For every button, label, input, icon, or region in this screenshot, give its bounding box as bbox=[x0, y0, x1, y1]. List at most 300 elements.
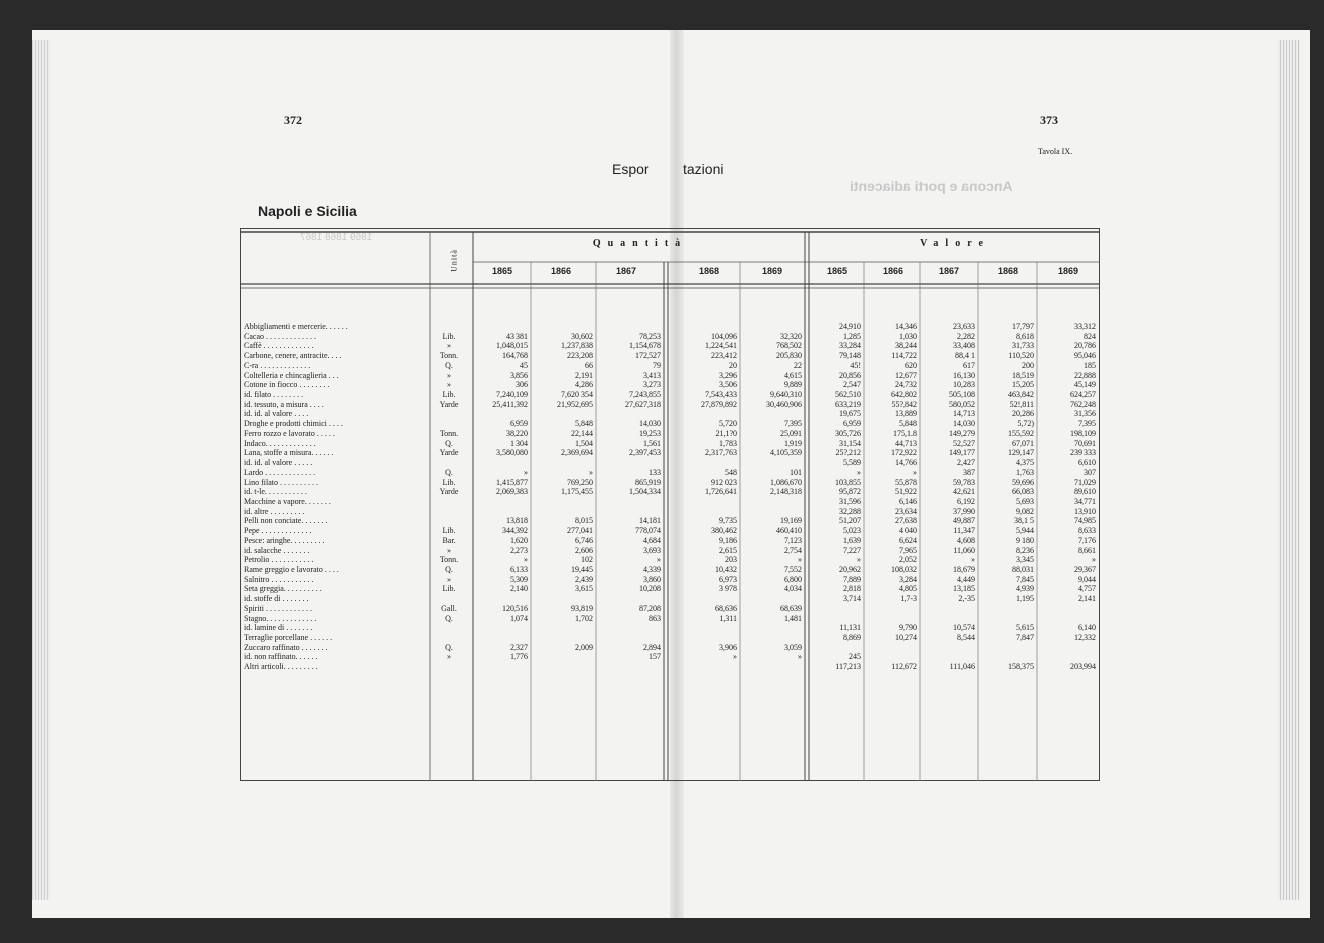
value-cell: 824 bbox=[1084, 331, 1096, 341]
value-cell: 12,677 bbox=[895, 370, 917, 380]
value-cell: 44,713 bbox=[895, 438, 917, 448]
value-cell: 245 bbox=[849, 652, 861, 662]
table-row bbox=[240, 487, 1100, 497]
quantity-cell: » bbox=[524, 555, 528, 565]
row-label: id. stoffe di . . . . . . . bbox=[244, 594, 309, 604]
row-label: Cotone in fiocco . . . . . . . . bbox=[244, 380, 330, 390]
quantity-cell: 22,144 bbox=[571, 428, 593, 438]
row-label: Pesce: aringhe. . . . . . . . . bbox=[244, 535, 325, 545]
quantity-cell: 4,286 bbox=[575, 380, 593, 390]
quantity-cell: 172,527 bbox=[635, 351, 661, 361]
value-cell: 18,679 bbox=[953, 565, 975, 574]
row-unit: » bbox=[447, 574, 451, 584]
quantity-cell: 4,034 bbox=[784, 584, 802, 594]
quantity-cell: » bbox=[733, 652, 737, 662]
quantity-cell: 1,074 bbox=[510, 613, 528, 623]
row-label: Caffè . . . . . . . . . . . . . bbox=[244, 341, 314, 351]
value-cell: 185 bbox=[1084, 360, 1096, 370]
quantity-cell: 1,620 bbox=[510, 535, 528, 545]
quantity-cell: 1,237,838 bbox=[561, 341, 593, 351]
value-cell: 117,213 bbox=[835, 662, 861, 672]
value-cell: 20,786 bbox=[1074, 341, 1096, 351]
table-row bbox=[240, 448, 1100, 458]
quantity-cell: 14,030 bbox=[639, 419, 661, 429]
row-label: Droghe e prodotti chimici . . . . bbox=[244, 419, 343, 429]
value-cell: 5,944 bbox=[1016, 526, 1034, 536]
value-cell: 29,367 bbox=[1074, 565, 1096, 574]
row-label: Cacao . . . . . . . . . . . . . bbox=[244, 331, 316, 341]
quantity-cell: 3,296 bbox=[719, 370, 737, 380]
value-cell: 2,427 bbox=[957, 458, 975, 468]
quantity-cell: 102 bbox=[581, 555, 593, 565]
table-row bbox=[240, 555, 1100, 565]
quantity-cell: 2,606 bbox=[575, 545, 593, 555]
value-cell: 11,347 bbox=[953, 526, 975, 536]
value-cell: 10,283 bbox=[953, 380, 975, 390]
value-cell: 1,639 bbox=[843, 535, 861, 545]
quantity-cell: 6,973 bbox=[719, 574, 737, 584]
value-cell: 7,847 bbox=[1016, 633, 1034, 643]
value-cell: 307 bbox=[1084, 467, 1096, 477]
value-cell: 463,842 bbox=[1008, 390, 1034, 400]
table-row bbox=[240, 371, 1100, 381]
value-cell: 34,771 bbox=[1074, 496, 1096, 506]
quantity-cell: 93,819 bbox=[571, 603, 593, 613]
quantity-cell: 6,133 bbox=[510, 565, 528, 574]
value-cell: 5,615 bbox=[1016, 623, 1034, 633]
value-cell: 45,149 bbox=[1074, 380, 1096, 390]
quantity-cell: 9,186 bbox=[719, 535, 737, 545]
value-cell: 5,023 bbox=[843, 526, 861, 536]
row-unit: » bbox=[447, 380, 451, 390]
value-cell: 3,714 bbox=[843, 594, 861, 604]
table-row bbox=[240, 468, 1100, 478]
value-cell: 52!,811 bbox=[1009, 399, 1034, 409]
quantity-cell: 223,412 bbox=[711, 351, 737, 361]
row-unit: » bbox=[447, 652, 451, 662]
value-cell: 5,589 bbox=[843, 458, 861, 468]
table-row bbox=[240, 351, 1100, 361]
row-label: id. filato . . . . . . . . bbox=[244, 390, 304, 400]
quantity-cell: 45 bbox=[520, 360, 528, 370]
quantity-cell: 2,191 bbox=[575, 370, 593, 380]
value-cell: 27,638 bbox=[895, 516, 917, 526]
value-cell: 9,044 bbox=[1078, 574, 1096, 584]
table-row bbox=[240, 497, 1100, 507]
quantity-cell: 27,627,318 bbox=[625, 399, 661, 409]
quantity-cell: » bbox=[657, 555, 661, 565]
value-cell: 2,547 bbox=[843, 380, 861, 390]
row-unit: Q. bbox=[445, 565, 453, 574]
value-cell: 13,185 bbox=[953, 584, 975, 594]
row-label: C-ra . . . . . . . . . . . . . bbox=[244, 360, 311, 370]
quantity-cell: 1,154,678 bbox=[629, 341, 661, 351]
quantity-cell: 4,339 bbox=[643, 565, 661, 574]
table-row bbox=[240, 332, 1100, 342]
quantity-cell: 32,320 bbox=[780, 331, 802, 341]
table-row bbox=[240, 439, 1100, 449]
quantity-cell: 157 bbox=[649, 652, 661, 662]
quantity-cell: 203 bbox=[725, 555, 737, 565]
value-cell: 33,312 bbox=[1074, 322, 1096, 331]
row-label: Terraglie porcellane . . . . . . bbox=[244, 633, 333, 643]
row-label: id. non raffinato. . . . . . bbox=[244, 652, 318, 662]
row-label: Spiriti . . . . . . . . . . . . bbox=[244, 603, 313, 613]
value-cell: 4,608 bbox=[957, 535, 975, 545]
value-cell: 8,544 bbox=[957, 633, 975, 643]
row-label: Rame greggio e lavorato . . . . bbox=[244, 565, 339, 574]
value-cell: 52,527 bbox=[953, 438, 975, 448]
row-label: id. salacche . . . . . . . bbox=[244, 545, 310, 555]
value-cell: 31,154 bbox=[839, 438, 861, 448]
value-cell: » bbox=[857, 555, 861, 565]
quantity-cell: 3,615 bbox=[575, 584, 593, 594]
value-year-1865: 1865 bbox=[826, 266, 848, 276]
quantity-cell: 66 bbox=[585, 360, 593, 370]
quantity-cell: 2,009 bbox=[575, 642, 593, 652]
value-cell: 18,519 bbox=[1012, 370, 1034, 380]
value-cell: 16,130 bbox=[953, 370, 975, 380]
table-row bbox=[240, 623, 1100, 633]
unit-column-header: Unità bbox=[449, 249, 459, 272]
quantity-cell: 8,015 bbox=[575, 516, 593, 526]
quantity-cell: 30,602 bbox=[571, 331, 593, 341]
quantity-cell: 344,392 bbox=[502, 526, 528, 536]
row-unit: Yarde bbox=[439, 448, 459, 458]
row-label: Abbigliamenti e mercerie. . . . . . bbox=[244, 322, 348, 331]
quantity-cell: 1,086,670 bbox=[770, 477, 802, 487]
quantity-cell: 79 bbox=[653, 360, 661, 370]
table-row bbox=[240, 361, 1100, 371]
table-row bbox=[240, 594, 1100, 604]
value-cell: 11,060 bbox=[953, 545, 975, 555]
value-cell: 762,248 bbox=[1070, 399, 1096, 409]
quantity-cell: 277,041 bbox=[567, 526, 593, 536]
row-unit: Gall. bbox=[441, 603, 457, 613]
value-cell: 24,910 bbox=[839, 322, 861, 331]
quantity-cell: 133 bbox=[649, 467, 661, 477]
value-cell: 4,449 bbox=[957, 574, 975, 584]
value-cell: 3,345 bbox=[1016, 555, 1034, 565]
value-cell: 31,356 bbox=[1074, 409, 1096, 419]
value-cell: 3,284 bbox=[899, 574, 917, 584]
quantity-cell: 778,074 bbox=[635, 526, 661, 536]
quantity-cell: 2,273 bbox=[510, 545, 528, 555]
value-cell: 200 bbox=[1022, 360, 1034, 370]
quantity-cell: 6,746 bbox=[575, 535, 593, 545]
value-cell: 38,244 bbox=[895, 341, 917, 351]
quantity-year-1867: 1867 bbox=[615, 266, 637, 276]
quantity-year-1868: 1868 bbox=[698, 266, 720, 276]
table-row bbox=[240, 633, 1100, 643]
value-cell: 4,757 bbox=[1078, 584, 1096, 594]
value-cell: 1,030 bbox=[899, 331, 917, 341]
tavola-label: Tavola IX. bbox=[1038, 147, 1073, 156]
row-unit: Lib. bbox=[442, 584, 456, 594]
row-label: Coltelleria e chincaglieria . . . bbox=[244, 370, 339, 380]
quantity-cell: 3,413 bbox=[643, 370, 661, 380]
quantity-cell: 7,552 bbox=[784, 565, 802, 574]
table-row bbox=[240, 546, 1100, 556]
quantity-cell: 120,516 bbox=[502, 603, 528, 613]
quantity-cell: 101 bbox=[790, 467, 802, 477]
value-cell: 49,887 bbox=[953, 516, 975, 526]
table-row bbox=[240, 604, 1100, 614]
value-cell: 24,732 bbox=[895, 380, 917, 390]
left-page-number: 372 bbox=[284, 113, 302, 127]
row-label: Pepe . . . . . . . . . . . . . bbox=[244, 526, 312, 536]
right-page-number: 373 bbox=[1040, 113, 1058, 127]
value-cell: 6,624 bbox=[899, 535, 917, 545]
row-label: id. tessuto, a misura . . . . bbox=[244, 399, 324, 409]
value-cell: 505,108 bbox=[949, 390, 975, 400]
quantity-cell: 68,639 bbox=[780, 603, 802, 613]
value-cell: 95,872 bbox=[839, 487, 861, 497]
quantity-cell: 43 381 bbox=[506, 331, 528, 341]
quantity-cell: 2,397,453 bbox=[629, 448, 661, 458]
value-cell: 305,726 bbox=[835, 428, 861, 438]
table-row bbox=[240, 614, 1100, 624]
row-label: Stagno. . . . . . . . . . . . . bbox=[244, 613, 317, 623]
value-cell: 108,032 bbox=[891, 565, 917, 574]
quantity-cell: 3,693 bbox=[643, 545, 661, 555]
value-cell: 1,763 bbox=[1016, 467, 1034, 477]
quantity-cell: 1,048,015 bbox=[496, 341, 528, 351]
title-left-half: Espor bbox=[612, 161, 649, 177]
quantity-cell: » bbox=[798, 555, 802, 565]
quantity-cell: 306 bbox=[516, 380, 528, 390]
table-row bbox=[240, 536, 1100, 546]
quantity-year-1869: 1869 bbox=[761, 266, 783, 276]
table-row bbox=[240, 526, 1100, 536]
quantity-cell: 2,317,763 bbox=[705, 448, 737, 458]
value-cell: 33,408 bbox=[953, 341, 975, 351]
row-label: Macchine a vapore. . . . . . . bbox=[244, 496, 331, 506]
quantity-cell: 1,561 bbox=[643, 438, 661, 448]
quantity-cell: 2,069,383 bbox=[496, 487, 528, 497]
table-row bbox=[240, 643, 1100, 653]
row-unit: Lib. bbox=[442, 331, 456, 341]
value-cell: 37,990 bbox=[953, 506, 975, 516]
row-unit: Yarde bbox=[439, 487, 459, 497]
value-cell: 175,1.8 bbox=[893, 428, 917, 438]
row-label: id. t-le. . . . . . . . . . . bbox=[244, 487, 307, 497]
value-cell: 633,219 bbox=[835, 399, 861, 409]
value-cell: » bbox=[913, 467, 917, 477]
value-cell: 149,177 bbox=[949, 448, 975, 458]
row-unit: Bar. bbox=[442, 535, 456, 545]
quantity-cell: 3,860 bbox=[643, 574, 661, 584]
value-cell: 2,052 bbox=[899, 555, 917, 565]
value-cell: 110,520 bbox=[1008, 351, 1034, 361]
quantity-cell: 1,726,641 bbox=[705, 487, 737, 497]
quantity-cell: 30,460,906 bbox=[766, 399, 802, 409]
value-cell: » bbox=[1092, 555, 1096, 565]
quantity-cell: 22 bbox=[794, 360, 802, 370]
value-cell: 114,722 bbox=[891, 351, 917, 361]
quantity-cell: 20 bbox=[729, 360, 737, 370]
quantity-cell: » bbox=[524, 467, 528, 477]
quantity-cell: 10,208 bbox=[639, 584, 661, 594]
quantity-cell: 4,684 bbox=[643, 535, 661, 545]
row-unit: » bbox=[447, 341, 451, 351]
quantity-cell: 3,906 bbox=[719, 642, 737, 652]
quantity-cell: 7,243,855 bbox=[629, 390, 661, 400]
value-header: Valore bbox=[920, 238, 990, 249]
value-cell: 95,046 bbox=[1074, 351, 1096, 361]
quantity-cell: 87,208 bbox=[639, 603, 661, 613]
table-row bbox=[240, 322, 1100, 332]
quantity-cell: 380,462 bbox=[711, 526, 737, 536]
quantity-cell: 2,615 bbox=[719, 545, 737, 555]
quantity-cell: 4,615 bbox=[784, 370, 802, 380]
row-label: Carbone, cenere, antracite. . . . bbox=[244, 351, 342, 361]
table-row bbox=[240, 662, 1100, 672]
row-label: id. id. al valore . . . . . bbox=[244, 458, 313, 468]
title-right-half: tazioni bbox=[683, 161, 724, 177]
value-cell: 19,675 bbox=[839, 409, 861, 419]
value-cell: 51,922 bbox=[895, 487, 917, 497]
row-unit: Q. bbox=[445, 467, 453, 477]
quantity-cell: 1,783 bbox=[719, 438, 737, 448]
quantity-cell: 1,504,334 bbox=[629, 487, 661, 497]
quantity-cell: 768,502 bbox=[776, 341, 802, 351]
quantity-cell: 68,636 bbox=[715, 603, 737, 613]
value-cell: 59,783 bbox=[953, 477, 975, 487]
quantity-cell: 6,959 bbox=[510, 419, 528, 429]
quantity-cell: 164,768 bbox=[502, 351, 528, 361]
quantity-cell: 3,506 bbox=[719, 380, 737, 390]
table-row bbox=[240, 507, 1100, 517]
value-cell: 5,72) bbox=[1017, 419, 1034, 429]
quantity-cell: 1 304 bbox=[510, 438, 528, 448]
value-cell: 79,148 bbox=[839, 351, 861, 361]
value-cell: 620 bbox=[905, 360, 917, 370]
table-row bbox=[240, 409, 1100, 419]
value-cell: 31,596 bbox=[839, 496, 861, 506]
quantity-cell: » bbox=[798, 652, 802, 662]
value-cell: 55,878 bbox=[895, 477, 917, 487]
value-cell: 20,286 bbox=[1012, 409, 1034, 419]
quantity-cell: 460,410 bbox=[776, 526, 802, 536]
value-cell: 7,227 bbox=[843, 545, 861, 555]
value-cell: 13,910 bbox=[1074, 506, 1096, 516]
quantity-cell: 5,848 bbox=[575, 419, 593, 429]
table-row bbox=[240, 652, 1100, 662]
value-cell: 642,802 bbox=[891, 390, 917, 400]
value-cell: 25?,212 bbox=[835, 448, 861, 458]
value-cell: » bbox=[857, 467, 861, 477]
row-label: id. id. al valore . . . . bbox=[244, 409, 309, 419]
value-cell: 88,4 1 bbox=[955, 351, 975, 361]
quantity-cell: 1,175,455 bbox=[561, 487, 593, 497]
value-cell: 6,959 bbox=[843, 419, 861, 429]
quantity-cell: 2,327 bbox=[510, 642, 528, 652]
value-cell: 4,375 bbox=[1016, 458, 1034, 468]
quantity-cell: 13,818 bbox=[506, 516, 528, 526]
row-label: Altri articoli. . . . . . . . . bbox=[244, 662, 318, 672]
value-cell: 14,713 bbox=[953, 409, 975, 419]
value-cell: 51,207 bbox=[839, 516, 861, 526]
value-cell: 8,661 bbox=[1078, 545, 1096, 555]
value-cell: 14,030 bbox=[953, 419, 975, 429]
exports-table bbox=[240, 228, 1100, 781]
value-cell: 562,510 bbox=[835, 390, 861, 400]
quantity-cell: 6,800 bbox=[784, 574, 802, 584]
value-cell: 7,845 bbox=[1016, 574, 1034, 584]
value-cell: 6,610 bbox=[1078, 458, 1096, 468]
quantity-cell: 27,879,892 bbox=[701, 399, 737, 409]
row-unit: » bbox=[447, 545, 451, 555]
value-cell: 12,332 bbox=[1074, 633, 1096, 643]
value-cell: 1,285 bbox=[843, 331, 861, 341]
quantity-cell: 5,309 bbox=[510, 574, 528, 584]
value-cell: 7,889 bbox=[843, 574, 861, 584]
quantity-cell: 1,481 bbox=[784, 613, 802, 623]
value-cell: 8,618 bbox=[1016, 331, 1034, 341]
value-cell: 5,848 bbox=[899, 419, 917, 429]
quantity-cell: 9,735 bbox=[719, 516, 737, 526]
quantity-cell: 4,105,359 bbox=[770, 448, 802, 458]
show-through-text: 1869 1868 1867 bbox=[300, 232, 373, 243]
quantity-cell: 1,415,877 bbox=[496, 477, 528, 487]
quantity-cell: 2,439 bbox=[575, 574, 593, 584]
quantity-cell: 912 023 bbox=[711, 477, 737, 487]
quantity-cell: 7,240,109 bbox=[496, 390, 528, 400]
value-cell: 6,146 bbox=[899, 496, 917, 506]
quantity-cell: 10,432 bbox=[715, 565, 737, 574]
table-row bbox=[240, 429, 1100, 439]
row-label: Zuccaro raffinato . . . . . . . bbox=[244, 642, 328, 652]
row-unit: Lib. bbox=[442, 477, 456, 487]
value-cell: 9 180 bbox=[1016, 535, 1034, 545]
value-cell: 624,257 bbox=[1070, 390, 1096, 400]
value-cell: 38,1 5 bbox=[1014, 516, 1034, 526]
show-through-heading: Ancona e porti adiacenti bbox=[850, 178, 1013, 194]
left-page-edges bbox=[32, 40, 50, 900]
value-cell: 70,691 bbox=[1074, 438, 1096, 448]
value-cell: 88,031 bbox=[1012, 565, 1034, 574]
quantity-cell: 223,208 bbox=[567, 351, 593, 361]
value-cell: 31,733 bbox=[1012, 341, 1034, 351]
value-cell: 67,071 bbox=[1012, 438, 1034, 448]
row-unit: Tonn. bbox=[439, 555, 459, 565]
value-cell: 59,696 bbox=[1012, 477, 1034, 487]
quantity-cell: 1,919 bbox=[784, 438, 802, 448]
quantity-cell: 7,620 354 bbox=[561, 390, 593, 400]
table-row bbox=[240, 458, 1100, 468]
value-cell: 112,672 bbox=[891, 662, 917, 672]
quantity-cell: 3,580,080 bbox=[496, 448, 528, 458]
value-cell: 22,888 bbox=[1074, 370, 1096, 380]
row-label: id. lamine di . . . . . . . bbox=[244, 623, 313, 633]
row-label: Indaco. . . . . . . . . . . . . bbox=[244, 438, 316, 448]
quantity-header: Quantità bbox=[592, 238, 688, 249]
quantity-year-1865: 1865 bbox=[491, 266, 513, 276]
quantity-cell: 5,720 bbox=[719, 419, 737, 429]
value-cell: 198,109 bbox=[1070, 428, 1096, 438]
row-unit: Q. bbox=[445, 438, 453, 448]
value-cell: 32,288 bbox=[839, 506, 861, 516]
value-cell: 14,346 bbox=[895, 322, 917, 331]
value-cell: 8,236 bbox=[1016, 545, 1034, 555]
value-cell: 7,395 bbox=[1078, 419, 1096, 429]
value-cell: 129,147 bbox=[1008, 448, 1034, 458]
quantity-cell: 865,919 bbox=[635, 477, 661, 487]
value-cell: 14,766 bbox=[895, 458, 917, 468]
value-cell: » bbox=[971, 555, 975, 565]
quantity-cell: 548 bbox=[725, 467, 737, 477]
